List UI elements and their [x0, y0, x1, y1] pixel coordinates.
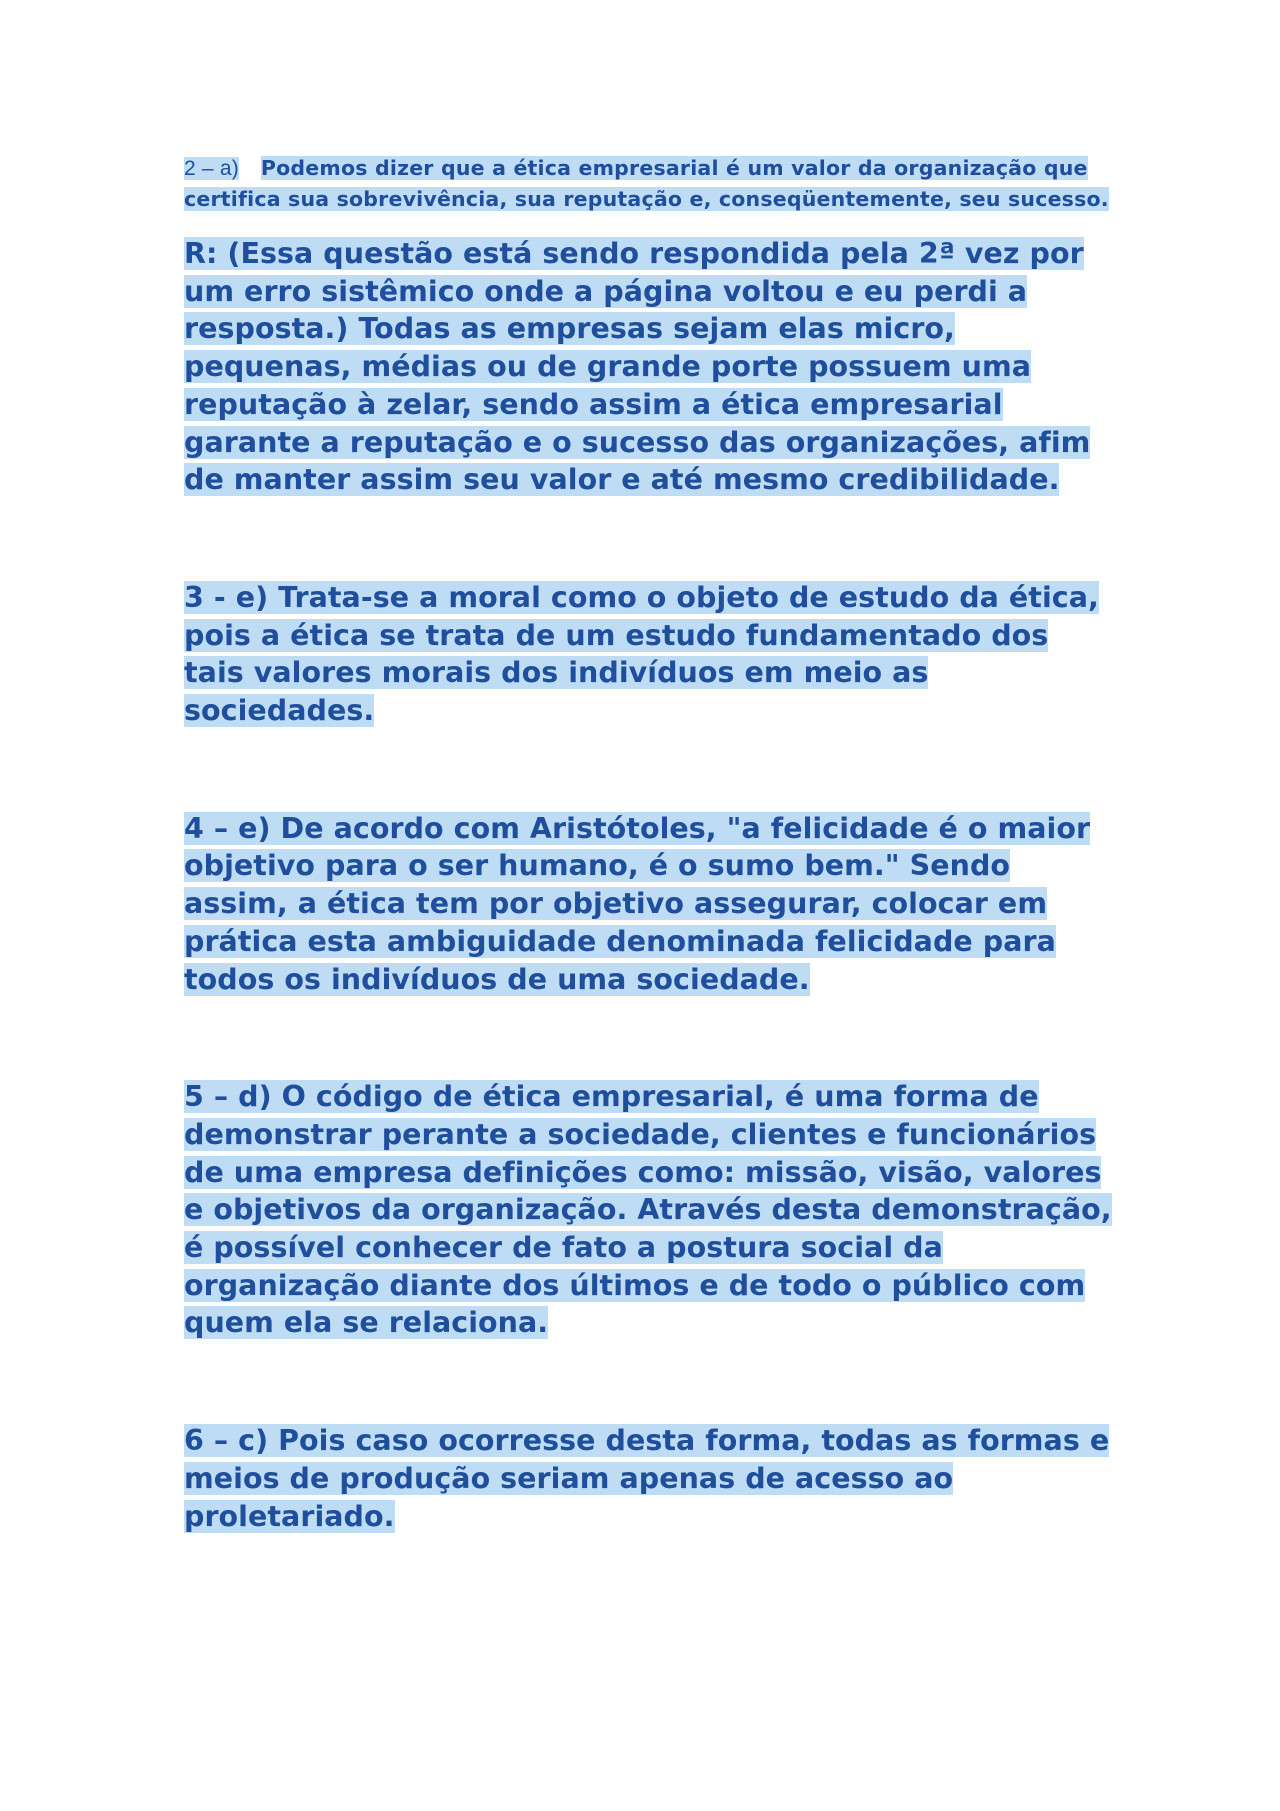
question-5-answer: 5 – d) O código de ética empresarial, é uma forma de demonstrar perante a sociedade, clientes e funcionários de uma empresa definições como: missão, visão, valores e objetivos da organização. Através desta demonstração, é possível conhecer de fato a postura social da organização diante dos últimos e de todo o público com quem ela se relaciona.: [184, 1080, 1112, 1340]
question-6-paragraph[interactable]: [184, 1422, 1114, 1535]
question-2-answer: R: (Essa questão está sendo respondida pela 2ª vez por um erro sistêmico onde a página voltou e eu perdi a resposta.) Todas as empresas sejam elas micro, pequenas, médias ou de grande porte possuem uma reputação à zelar, sendo assim a ética empresarial garante a reputação e o sucesso das organizações, afim de manter assim seu valor e até mesmo credibilidade.: [184, 237, 1091, 497]
question-2-answer-paragraph[interactable]: [184, 235, 1114, 499]
question-2-paragraph[interactable]: [184, 153, 1114, 215]
question-4-paragraph[interactable]: [184, 810, 1114, 999]
question-3-paragraph[interactable]: [184, 579, 1114, 730]
question-2-label: 2 – a): [184, 157, 239, 180]
question-5-paragraph[interactable]: [184, 1078, 1114, 1342]
question-4-answer: 4 – e) De acordo com Aristótoles, "a felicidade é o maior objetivo para o ser humano, é o sumo bem." Sendo assim, a ética tem por objetivo assegurar, colocar em prática esta ambiguidade denominada felicidade para todos os indivíduos de uma sociedade.: [184, 811, 1091, 996]
question-2-text: Podemos dizer que a ética empresarial é um valor da organização que certifica sua sobrevivência, sua reputação e, conseqüentemente, seu sucesso.: [184, 156, 1109, 211]
question-6-answer: 6 – c) Pois caso ocorresse desta forma, todas as formas e meios de produção seriam apenas de acesso ao proletariado.: [184, 1424, 1110, 1533]
document-body: [184, 153, 1114, 1535]
question-3-answer: 3 - e) Trata-se a moral como o objeto de estudo da ética, pois a ética se trata de um estudo fundamentado dos tais valores morais dos indivíduos em meio as sociedades.: [184, 580, 1099, 728]
